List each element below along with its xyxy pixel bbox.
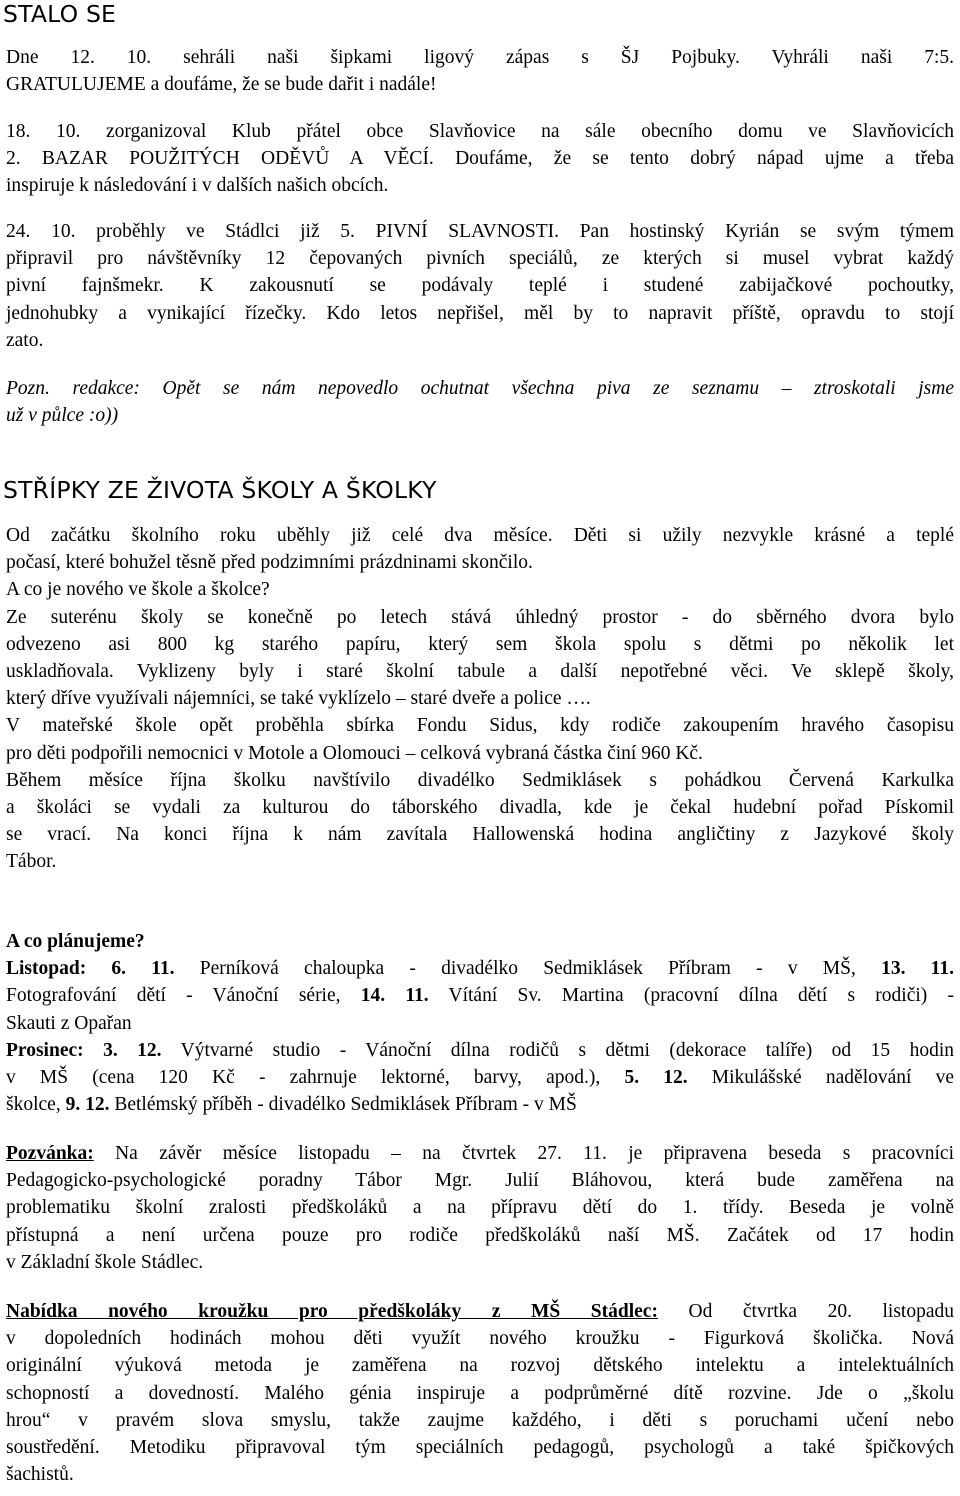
text-line: v dopoledních hodinách mohou děti využít nového kroužku - Figurková školička. Nová [6,1328,954,1350]
text-line: jednohubky a vynikající řízečky. Kdo letos nepřišel, měl by to napravit příště, opravdu to stojí [6,302,954,324]
text-line: GRATULUJEME a doufáme, že se bude dařit i nadále! [6,74,437,96]
invitation-paragraph [6,1140,954,1276]
text-span: Na závěr měsíce listopadu – na čtvrtek 27. 11. je připravena beseda s pracovníci [93,1143,954,1164]
text-line: který dříve využívali nájemníci, se také vyklízelo – staré dveře a police …. [6,688,591,710]
text-line [6,1298,954,1325]
text-line: V mateřské škole opět proběhla sbírka Fondu Sidus, kdy rodiče zakoupením hravého časopisu [6,715,954,737]
text-line: přístupná a není určena pouze pro rodiče předškoláků naší MŠ. Začátek od 17 hodin [6,1224,954,1246]
text-line: Od začátku školního roku uběhly již celé dva měsíce. Děti si užily nezvykle krásné a teplé [6,525,954,546]
plan-date: 14. 11. [360,985,429,1007]
text-line: Pozn. redakce: Opět se nám nepovedlo ochutnat všechna piva ze seznamu – ztroskotali jsme [6,378,954,399]
text-span: Fotografování dětí - Vánoční série, [6,985,361,1007]
text-line: schopností a dovedností. Malého génia inspiruje a podprůměrné dítě rozvine. Jde o „školu [6,1382,954,1404]
plan-november-line-1 [6,955,954,982]
text-span: Vítání Sv. Martina (pracovní dílna dětí s rodiči) - [428,985,954,1007]
plan-december-line-3 [6,1091,954,1118]
text-line: uskladňovala. Vyklizeny byly i staré školní tabule a další nepotřebné věci. Ve sklepě školy, [6,661,954,683]
paragraph-bazar [6,118,954,200]
text-line: Dne 12. 10. sehráli naši šipkami ligový zápas s ŠJ Pojbuky. Vyhráli naši 7:5. [6,47,954,68]
text-span: Mikulášské nadělování ve [687,1067,955,1089]
text-span: Od čtvrtka 20. listopadu [657,1301,955,1322]
text-line: A co je nového ve škole a školce? [6,579,270,601]
text-line: Tábor. [6,851,57,873]
plan-december-line-2 [6,1064,954,1091]
paragraph-skola-skolka [6,522,954,876]
plan-december-label: Prosinec: 3. 12. [6,1039,162,1061]
plan-title: A co plánujeme? [6,931,145,952]
plan-november-line-3: Skauti z Opařan [6,1012,132,1034]
text-span: Betlémský příběh - divadélko Sedmiklásek Příbram - v MŠ [109,1094,577,1116]
paragraph-pivni-slavnosti [6,218,954,354]
editorial-note [6,375,954,429]
text-line: už v půlce :o)) [6,405,119,427]
text-span: v MŠ (cena 120 Kč - zahrnuje lektorné, barvy, apod.), [6,1067,625,1089]
offer-label: Nabídka nového kroužku pro předškoláky z MŠ Stádlec: [6,1301,658,1322]
text-line: 24. 10. proběhly ve Stádlci již 5. PIVNÍ SLAVNOSTI. Pan hostinský Kyrián se svým týmem [6,221,954,242]
plan-date: 13. 11. [881,958,954,980]
section-heading-stripky: STŘÍPKY ZE ŽIVOTA ŠKOLY A ŠKOLKY [3,476,437,504]
text-line: originální výuková metoda je zaměřena na rozvoj dětského intelektu a intelektuálních [6,1355,954,1377]
text-line: v Základní škole Stádlec. [6,1251,204,1273]
paragraph-sipky [6,44,954,98]
text-line: Během měsíce října školku navštívilo divadélko Sedmiklásek s pohádkou Červená Karkulka [6,769,954,791]
text-line: soustředění. Metodiku připravoval tým speciálních pedagogů, psychologů a také špičkových [6,1437,954,1459]
text-line: hrou“ v pravém slova smyslu, takže zaujme každého, i děti s poruchami učení nebo [6,1409,954,1431]
text-line: problematiku školní zralosti předškoláků a na přípravu dětí do 1. třídy. Beseda je volně [6,1197,954,1219]
plan-december-line-1 [6,1037,954,1064]
text-span: Výtvarné studio - Vánoční dílna rodičů s dětmi (dekorace talíře) od 15 hodin [161,1039,954,1061]
plan-date: 9. 12. [65,1094,110,1116]
text-line: šachistů. [6,1464,74,1486]
plan-section [6,928,954,1118]
text-span: školce, [6,1094,66,1116]
text-line: připravil pro návštěvníky 12 čepovaných pivních speciálů, ze kterých si musel vybrat každý [6,248,954,270]
text-line: počasí, které bohužel těsně před podzimními prázdninami skončilo. [6,552,533,574]
text-line: se vrací. Na konci října k nám zavítala Hallowenská hodina angličtiny z Jazykové školy [6,824,954,846]
offer-paragraph [6,1298,954,1488]
text-line: a školáci se vydali za kulturou do táborského divadla, kde je čekal hudební pořad Pískomil [6,797,954,819]
plan-november-label: Listopad: 6. 11. [6,958,175,980]
text-line: odvezeno asi 800 kg starého papíru, který sem škola spolu s dětmi po několik let [6,633,954,655]
text-line: Ze suterénu školy se konečně po letech stává úhledný prostor - do sběrného dvora bylo [6,606,954,628]
text-line: pro děti podpořili nemocnici v Motole a Olomouci – celková vybraná částka činí 960 Kč. [6,742,703,764]
invitation-label: Pozvánka: [6,1143,94,1164]
text-span: Perníková chaloupka - divadélko Sedmiklásek Příbram - v MŠ, [174,958,882,980]
text-line [6,1140,954,1167]
plan-november-line-2 [6,982,954,1009]
text-line: inspiruje k následování i v dalších našich obcích. [6,175,389,197]
text-line: Pedagogicko-psychologické poradny Tábor Mgr. Julií Bláhovou, která bude zaměřena na [6,1170,954,1192]
text-line: 18. 10. zorganizoval Klub přátel obce Slavňovice na sále obecního domu ve Slavňovicích [6,121,954,142]
plan-date: 5. 12. [624,1067,688,1089]
section-heading-stalo-se: STALO SE [3,0,117,28]
text-line: pivní fajnšmekr. K zakousnutí se podávaly teplé i studené zabijačkové pochoutky, [6,275,954,297]
text-line: zato. [6,329,44,351]
text-line: 2. BAZAR POUŽITÝCH ODĚVŮ A VĚCÍ. Doufáme, že se tento dobrý nápad ujme a třeba [6,148,954,170]
